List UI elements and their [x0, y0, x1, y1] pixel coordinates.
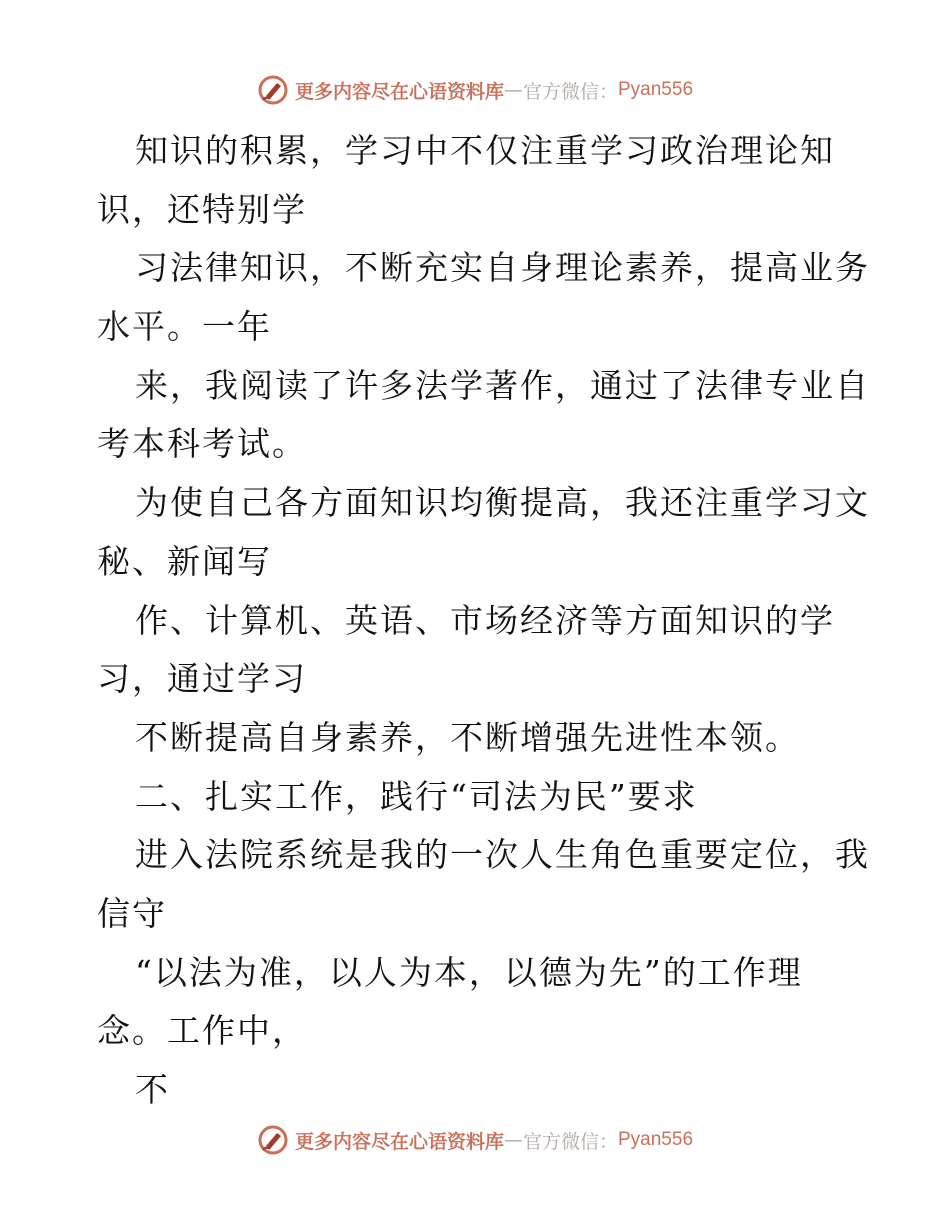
body-line: 习，通过学习	[97, 659, 307, 699]
body-line: 识，还特别学	[97, 189, 307, 229]
banner-dash: —	[503, 79, 523, 101]
section-heading: 二、扎实工作，践行“司法为民”要求	[135, 776, 698, 816]
body-line: 考本科考试。	[97, 424, 307, 464]
body-line: 信守	[97, 893, 167, 933]
body-line: 习法律知识，不断充实自身理论素养，提高业务	[135, 248, 870, 288]
body-line: 水平。一年	[97, 307, 272, 347]
banner-wechat-id: Pyan556	[618, 1129, 694, 1150]
banner-main-text: 更多内容尽在心语资料库	[294, 80, 504, 103]
body-line: 来，我阅读了许多法学著作，通过了法律专业自	[135, 365, 870, 405]
banner-dash: —	[503, 1129, 523, 1151]
body-line: 知识的积累，学习中不仅注重学习政治理论知	[135, 131, 835, 170]
body-line: 为使自己各方面知识均衡提高，我还注重学习文	[135, 483, 870, 523]
banner-sub-text: 官方微信：	[522, 80, 618, 103]
header-banner	[0, 70, 950, 110]
body-line: 作、计算机、英语、市场经济等方面知识的学	[135, 600, 835, 640]
body-line: 进入法院系统是我的一次人生角色重要定位，我	[135, 835, 870, 875]
body-line: 不断提高自身素养，不断增强先进性本领。	[135, 717, 800, 757]
footer-banner	[0, 1120, 950, 1160]
body-line: 不	[135, 1070, 170, 1109]
body-line: 念。工作中，	[97, 1011, 307, 1051]
brush-logo-icon	[257, 1124, 289, 1156]
banner-wechat-id: Pyan556	[618, 79, 694, 100]
banner-sub-text: 官方微信：	[522, 1130, 618, 1153]
document-body	[97, 122, 877, 1120]
body-line: 秘、新闻写	[97, 541, 272, 581]
banner-main-text: 更多内容尽在心语资料库	[294, 1130, 504, 1153]
body-line: “以法为准，以人为本，以德为先”的工作理	[135, 952, 803, 992]
brush-logo-icon	[257, 74, 289, 106]
